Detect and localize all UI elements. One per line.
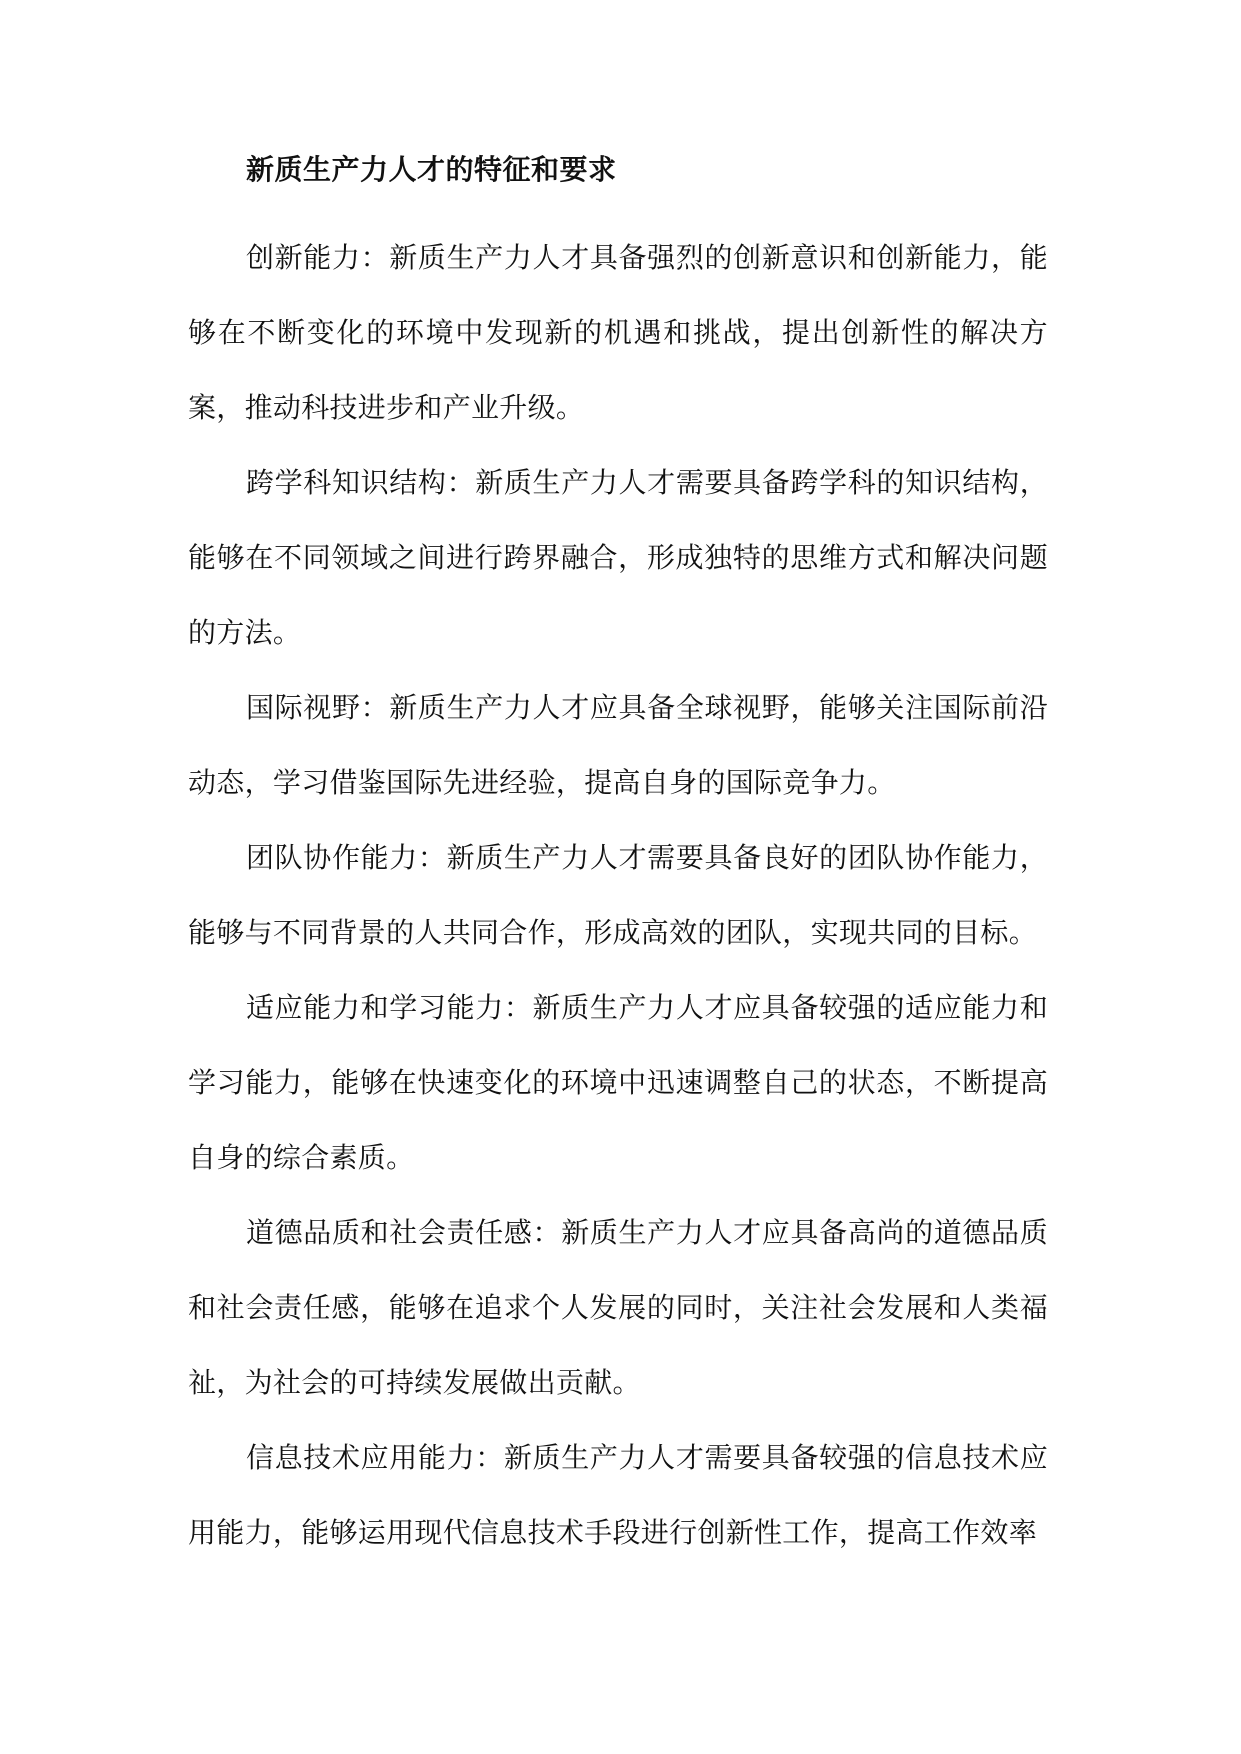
document-title: 新质生产力人才的特征和要求 xyxy=(246,153,617,186)
document-body xyxy=(188,220,1048,1570)
paragraph-it-application: 信息技术应用能力：新质生产力人才需要具备较强的信息技术应用能力，能够运用现代信息技术手段进行创新性工作，提高工作效率 xyxy=(188,1441,1048,1549)
paragraph-interdisciplinary: 跨学科知识结构：新质生产力人才需要具备跨学科的知识结构，能够在不同领域之间进行跨界融合，形成独特的思维方式和解决问题的方法。 xyxy=(188,466,1048,649)
paragraph-teamwork: 团队协作能力：新质生产力人才需要具备良好的团队协作能力，能够与不同背景的人共同合作，形成高效的团队，实现共同的目标。 xyxy=(188,841,1048,949)
paragraph-international-vision: 国际视野：新质生产力人才应具备全球视野，能够关注国际前沿动态，学习借鉴国际先进经验，提高自身的国际竞争力。 xyxy=(188,691,1048,799)
paragraph-adaptability-learning: 适应能力和学习能力：新质生产力人才应具备较强的适应能力和学习能力，能够在快速变化的环境中迅速调整自己的状态，不断提高自身的综合素质。 xyxy=(188,991,1048,1174)
paragraph-innovation: 创新能力：新质生产力人才具备强烈的创新意识和创新能力，能够在不断变化的环境中发现新的机遇和挑战，提出创新性的解决方案，推动科技进步和产业升级。 xyxy=(188,241,1048,424)
paragraph-ethics-responsibility: 道德品质和社会责任感：新质生产力人才应具备高尚的道德品质和社会责任感，能够在追求个人发展的同时，关注社会发展和人类福祉，为社会的可持续发展做出贡献。 xyxy=(188,1216,1048,1399)
